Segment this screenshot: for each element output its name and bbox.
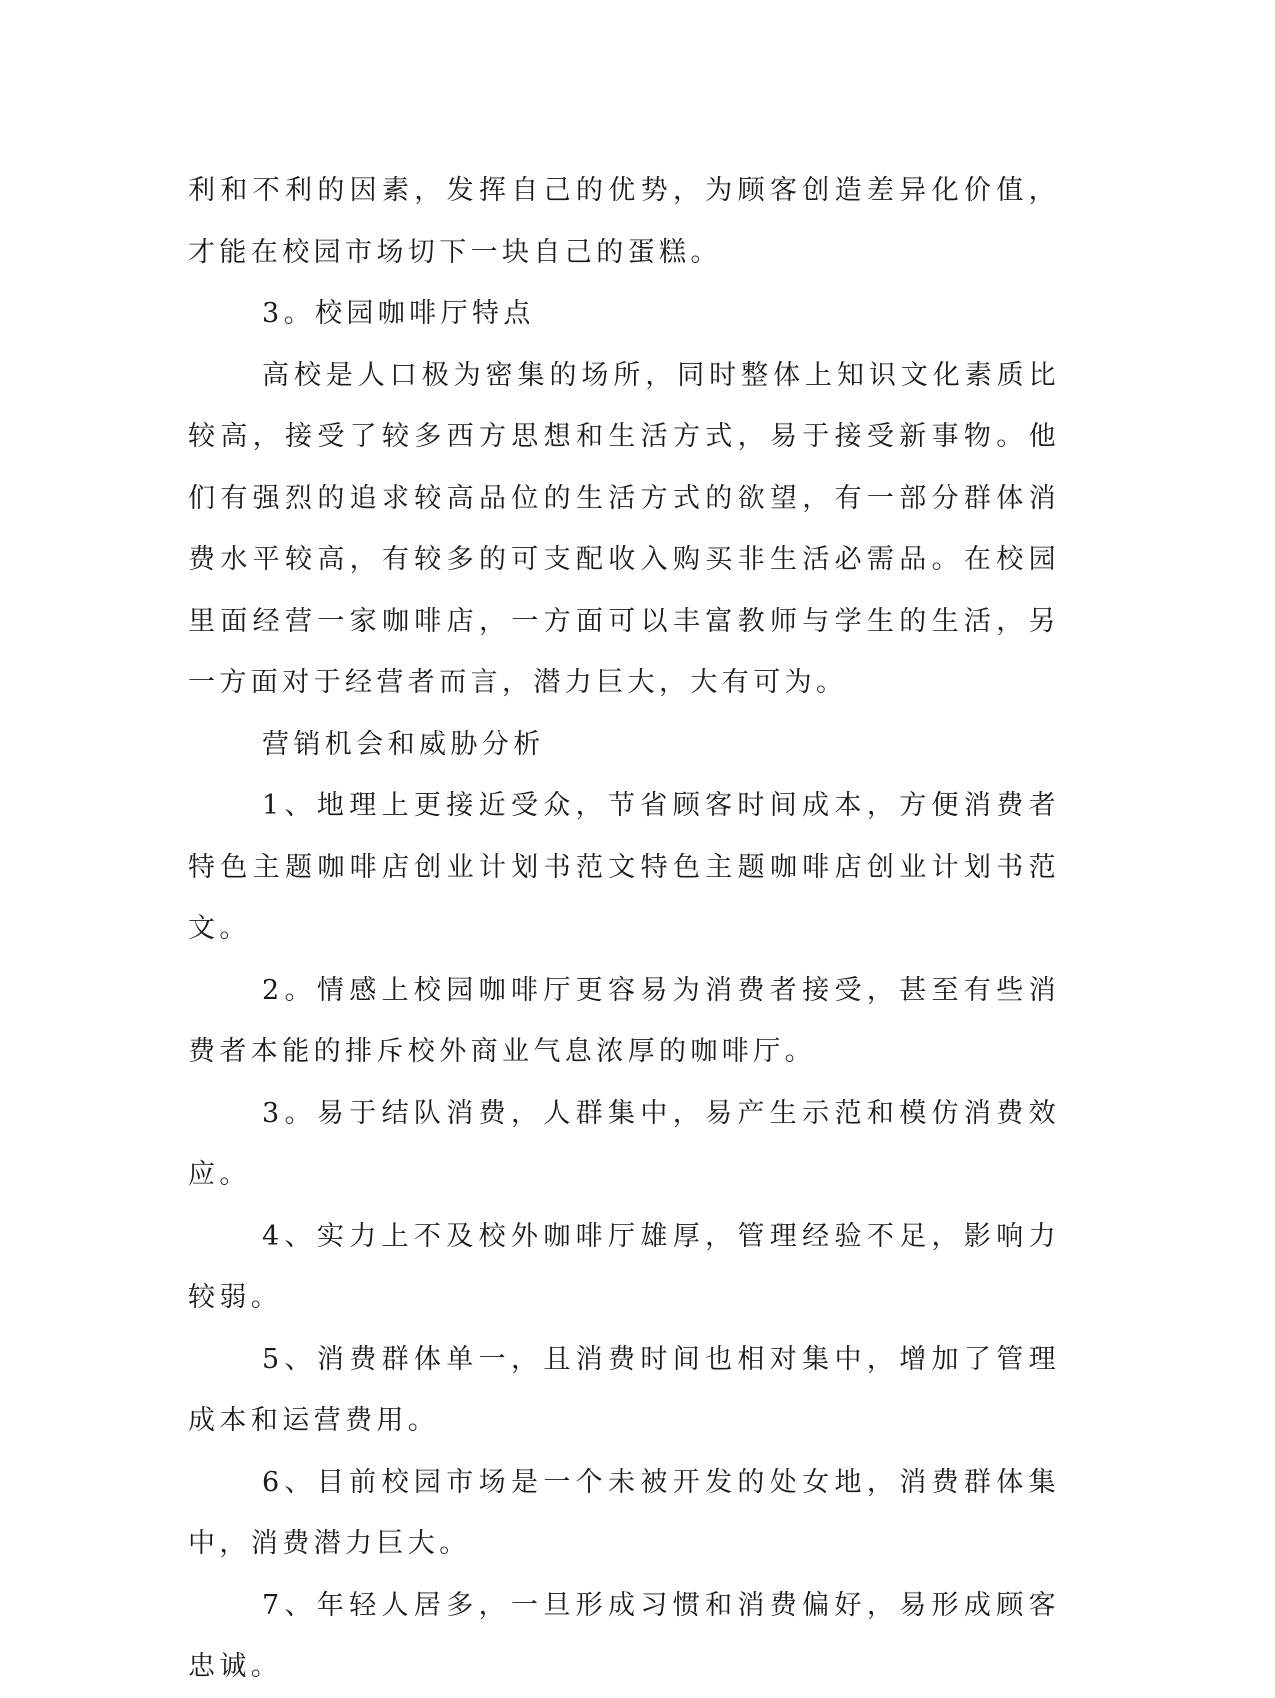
list-item-7: 7、年轻人居多，一旦形成习惯和消费偏好，易形成顾客忠诚。 [188,1589,1060,1682]
list-item-4: 4、实力上不及校外咖啡厅雄厚，管理经验不足，影响力较弱。 [188,1220,1060,1313]
paragraph-continuation: 利和不利的因素，发挥自己的优势，为顾客创造差异化价值，才能在校园市场切下一块自己的蛋糕。 [188,175,1060,268]
paragraph-campus-description: 高校是人口极为密集的场所，同时整体上知识文化素质比较高，接受了较多西方思想和生活方式，易于接受新事物。他们有强烈的追求较高品位的生活方式的欲望，有一部分群体消费水平较高，有较多的可支配收入购买非生活必需品。在校园里面经营一家咖啡店，一方面可以丰富教师与学生的生活，另一方面对于经营者而言，潜力巨大，大有可为。 [188,359,1060,698]
list-item-5: 5、消费群体单一，且消费时间也相对集中，增加了管理成本和运营费用。 [188,1343,1060,1436]
list-item-2: 2。情感上校园咖啡厅更容易为消费者接受，甚至有些消费者本能的排斥校外商业气息浓厚的咖啡厅。 [188,974,1060,1067]
list-item-1: 1、地理上更接近受众，节省顾客时间成本，方便消费者特色主题咖啡店创业计划书范文特色主题咖啡店创业计划书范文。 [188,790,1060,944]
list-item-3: 3。易于结队消费，人群集中，易产生示范和模仿消费效应。 [188,1097,1060,1190]
list-item-6: 6、目前校园市场是一个未被开发的处女地，消费群体集中，消费潜力巨大。 [188,1466,1060,1559]
document-body [188,160,1060,1698]
section-heading-campus-cafe-features: 3。校园咖啡厅特点 [262,298,535,329]
section-heading-opportunity-threat: 营销机会和威胁分析 [262,728,545,760]
